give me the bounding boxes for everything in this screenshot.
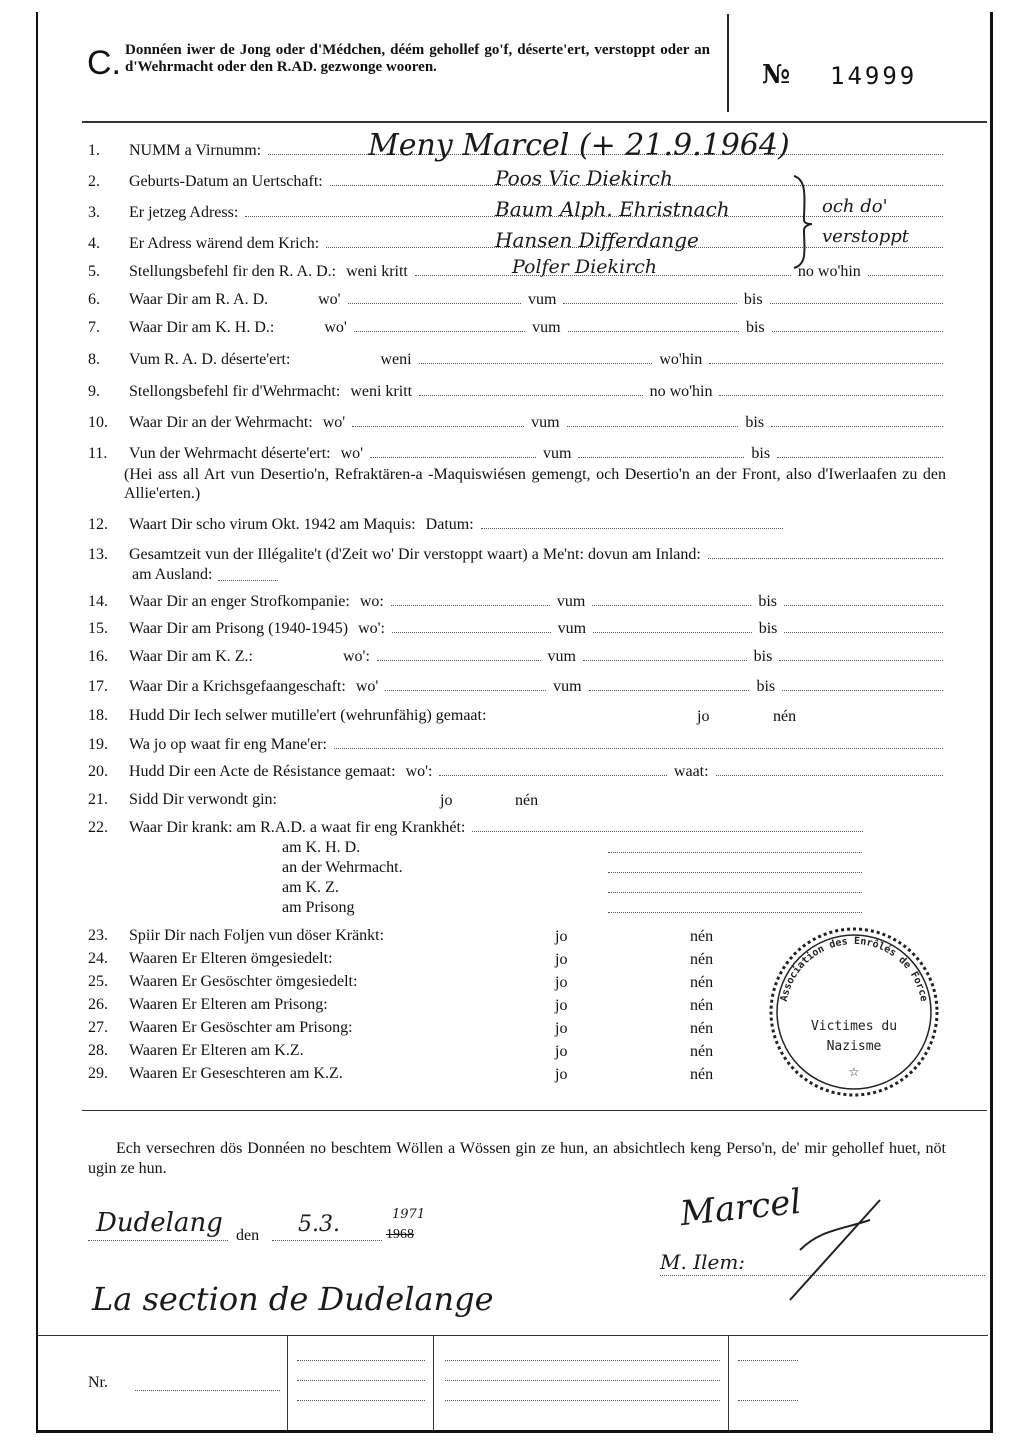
question-label: vum: [556, 593, 586, 610]
question-label: waat:: [673, 763, 709, 780]
question-label: bis: [753, 648, 773, 665]
hw-year: 1971: [392, 1207, 426, 1222]
question-row: [88, 620, 945, 638]
declaration-rule: [82, 1110, 987, 1111]
question-number: 19.: [88, 736, 108, 753]
question-label: no wo'hin: [649, 383, 713, 400]
yes-option[interactable]: jo: [555, 974, 568, 991]
answer-field[interactable]: [716, 763, 943, 776]
question-label: weni: [380, 351, 412, 368]
hw-rad-order: Polfer Diekirch: [512, 256, 658, 278]
question-label: wo': [324, 319, 347, 336]
answer-field[interactable]: [439, 763, 666, 776]
date-field[interactable]: [272, 1240, 382, 1241]
note-question-11: (Hei ass all Art vun Desertio'n, Refraktären-a -Maquiswiésen gemengt, och Desertio'n an der Front, also d'Iwerlaafen zu den Allie'erten.): [124, 466, 946, 502]
question-label: bis: [745, 319, 765, 336]
no-option[interactable]: nén: [515, 792, 539, 809]
question-row: [88, 707, 945, 725]
question-label: no wo'hin: [797, 263, 861, 280]
header-rule: [82, 121, 987, 123]
answer-field[interactable]: [771, 414, 943, 427]
question-label: vum: [557, 620, 587, 637]
question-label: wo': [318, 291, 341, 308]
no-option[interactable]: nén: [690, 1066, 714, 1083]
question-number: 2.: [88, 173, 100, 190]
question-label: Er jetzeg Adress:: [129, 204, 239, 221]
yes-option[interactable]: jo: [555, 1043, 568, 1060]
answer-field[interactable]: [385, 678, 546, 691]
question-number: 10.: [88, 414, 108, 431]
no-option[interactable]: nén: [773, 708, 797, 725]
answer-field[interactable]: [391, 593, 550, 606]
footer-divider: [728, 1335, 729, 1430]
question-row: [88, 819, 945, 837]
question-label: bis: [758, 620, 778, 637]
question-label: vum: [547, 648, 576, 665]
answer-field[interactable]: [777, 445, 943, 458]
answer-field[interactable]: [348, 291, 521, 304]
question-label: wo': [340, 445, 364, 462]
question-number: 15.: [88, 620, 108, 637]
answer-field[interactable]: [708, 546, 943, 559]
hw-birth: Poos Vic Diekirch: [495, 166, 673, 190]
question-label: Sidd Dir verwondt gin:: [129, 791, 277, 808]
question-label: Vum R. A. D. déserte'ert:: [129, 351, 291, 368]
question-label: Waar Dir an enger Strofkompanie:: [129, 593, 350, 610]
question-label: wo':: [343, 648, 370, 665]
question-label: wo:: [359, 593, 384, 610]
question-label: Waar Dir am Prisong (1940-1945): [129, 620, 349, 637]
question-row: [88, 414, 945, 432]
question-label: Hudd Dir een Acte de Résistance gemaat:: [129, 763, 396, 780]
answer-field[interactable]: [419, 351, 653, 364]
question-row: [88, 546, 945, 564]
declaration-text: Ech versechren dös Donnéen no beschtem Wöllen a Wössen gin ze hun, an absichtlech keng Perso'n, de' mir gehollef huet, nöt ugin ze hun.: [88, 1140, 946, 1177]
question-label: Gesamtzeit vun der Illégalite't (d'Zeit wo' Dir verstoppt waart) a Me'nt: dovun am Inland:: [129, 546, 701, 563]
sub-22-label: am K. Z.: [282, 879, 339, 896]
no-option[interactable]: nén: [690, 1020, 714, 1037]
signature-2: M. Ilem:: [660, 1250, 746, 1274]
yes-option[interactable]: jo: [440, 792, 453, 809]
footer-field[interactable]: [297, 1360, 425, 1361]
footer-field[interactable]: [445, 1360, 720, 1361]
hw-place: Dudelang: [96, 1208, 223, 1238]
question-number: 29.: [88, 1065, 108, 1082]
answer-field[interactable]: [772, 319, 943, 332]
question-row: [88, 291, 945, 309]
question-label: Waar Dir am K. H. D.:: [129, 319, 275, 336]
answer-field[interactable]: [593, 620, 752, 633]
no-option[interactable]: nén: [690, 997, 714, 1014]
question-label: vum: [528, 291, 557, 308]
question-number: 1.: [88, 142, 100, 159]
question-label: Waaren Er Elteren am K.Z.: [129, 1042, 304, 1059]
hw-date: 5.3.: [298, 1212, 340, 1237]
question-number: 11.: [88, 445, 108, 462]
section-description: Donnéen iwer de Jong oder d'Médchen, déém gehollef go'f, déserte'ert, verstoppt oder an d'Wehrmacht oder den R.AD. gezwonge wooren.: [125, 42, 710, 75]
question-row: [88, 678, 945, 696]
answer-field[interactable]: [578, 445, 744, 458]
footer-field[interactable]: [297, 1400, 425, 1401]
question-label: wo': [355, 678, 379, 695]
sub-22-label: am K. H. D.: [282, 839, 361, 856]
question-number: 20.: [88, 763, 108, 780]
question-label: Waar Dir krank: am R.A.D. a waat fir eng Krankhét:: [129, 819, 466, 836]
place-field[interactable]: [88, 1240, 228, 1241]
question-row: [88, 736, 945, 754]
question-label: Hudd Dir Iech selwer mutille'ert (wehrunfähig) gemaat:: [129, 707, 487, 724]
question-row: [88, 351, 945, 369]
footer-field[interactable]: [297, 1380, 425, 1381]
signature-stroke: [780, 1190, 890, 1310]
answer-field[interactable]: [868, 263, 943, 276]
answer-field[interactable]: [354, 319, 525, 332]
question-label: Vun der Wehrmacht déserte'ert:: [129, 445, 331, 462]
answer-field[interactable]: [782, 678, 943, 691]
no-option[interactable]: nén: [690, 951, 714, 968]
yes-option[interactable]: jo: [555, 951, 568, 968]
question-number: 22.: [88, 819, 108, 836]
question-row: [88, 516, 945, 534]
yes-option[interactable]: jo: [555, 1020, 568, 1037]
question-number: 4.: [88, 235, 100, 252]
question-label: Datum:: [425, 516, 474, 533]
stamp-line2: Nazisme: [826, 1039, 882, 1054]
question-row: [88, 648, 945, 666]
question-label: Waar Dir a Krichsgefaangeschaft:: [129, 678, 346, 695]
question-number: 3.: [88, 204, 100, 221]
question-label: weni kritt: [350, 383, 413, 400]
sub-22-field[interactable]: [608, 892, 862, 893]
question-label: wo':: [358, 620, 385, 637]
den-label: den: [236, 1227, 260, 1244]
sub-22-field[interactable]: [608, 872, 862, 873]
question-label: Waaren Er Gesöschter am Prisong:: [129, 1019, 353, 1036]
stamp-ring-text: Association des Enrôlés de Force: [778, 935, 930, 1003]
answer-field[interactable]: [472, 819, 863, 832]
sub-22-field[interactable]: [608, 912, 862, 913]
nr-label: Nr.: [88, 1374, 108, 1391]
sub-13-label: am Ausland:: [132, 566, 213, 583]
question-label: Waart Dir scho virum Okt. 1942 am Maquis:: [129, 516, 416, 533]
answer-field[interactable]: [719, 383, 943, 396]
question-number: 27.: [88, 1019, 108, 1036]
question-label: vum: [542, 445, 572, 462]
question-label: Waaren Er Elteren am Prisong:: [129, 996, 328, 1013]
no-option[interactable]: nén: [690, 928, 714, 945]
answer-field[interactable]: [770, 291, 943, 304]
question-label: NUMM a Virnumm:: [129, 142, 262, 159]
question-number: 28.: [88, 1042, 108, 1059]
question-number: 9.: [88, 383, 100, 400]
question-number: 21.: [88, 791, 108, 808]
answer-field[interactable]: [784, 620, 943, 633]
sub-13-field[interactable]: [218, 580, 278, 581]
no-option[interactable]: nén: [690, 1043, 714, 1060]
question-number: 6.: [88, 291, 100, 308]
answer-field[interactable]: [779, 648, 943, 661]
question-label: Waar Dir an der Wehrmacht:: [129, 414, 313, 431]
yes-option[interactable]: jo: [555, 928, 568, 945]
question-row: [88, 445, 945, 463]
answer-field[interactable]: [392, 620, 551, 633]
answer-field[interactable]: [352, 414, 524, 427]
number-sign: №: [762, 60, 791, 90]
footer-field[interactable]: [445, 1400, 720, 1401]
question-label: wo':: [405, 763, 433, 780]
sub-22-field[interactable]: [608, 852, 862, 853]
printed-year: 1968: [386, 1227, 414, 1242]
question-label: weni kritt: [346, 263, 408, 280]
hw-name: Meny Marcel (+ 21.9.1964): [368, 128, 790, 163]
footer-field[interactable]: [738, 1360, 798, 1361]
footer-rule: [38, 1335, 988, 1336]
question-label: wo': [322, 414, 346, 431]
brace-icon: [790, 172, 816, 272]
question-number: 5.: [88, 263, 100, 280]
question-label: Waaren Er Gesöschter ömgesiedelt:: [129, 973, 358, 990]
question-number: 17.: [88, 678, 108, 695]
footer-divider: [287, 1335, 288, 1430]
question-label: Er Adress wärend dem Krich:: [129, 235, 320, 252]
yes-option[interactable]: jo: [555, 997, 568, 1014]
section-letter: C.: [87, 44, 121, 82]
question-number: 13.: [88, 546, 108, 563]
footer-divider: [433, 1335, 434, 1430]
answer-field[interactable]: [567, 414, 739, 427]
question-label: Spiir Dir nach Foljen vun döser Kränkt:: [129, 927, 385, 944]
question-row: [88, 763, 945, 781]
header-divider: [727, 14, 729, 112]
question-number: 7.: [88, 319, 100, 336]
hw-side-note: och do' verstoppt: [822, 196, 910, 247]
answer-field[interactable]: [563, 291, 736, 304]
answer-field[interactable]: [377, 648, 541, 661]
question-number: 12.: [88, 516, 108, 533]
question-label: bis: [758, 593, 777, 610]
answer-field[interactable]: [592, 593, 751, 606]
no-option[interactable]: nén: [690, 974, 714, 991]
question-number: 8.: [88, 351, 100, 368]
question-label: bis: [751, 445, 771, 462]
answer-field[interactable]: [568, 319, 739, 332]
answer-field[interactable]: [589, 678, 750, 691]
question-number: 25.: [88, 973, 108, 990]
association-stamp: [768, 926, 940, 1098]
question-number: 14.: [88, 593, 108, 610]
question-number: 26.: [88, 996, 108, 1013]
hw-address: Baum Alph. Ehristnach: [495, 197, 730, 221]
question-label: bis: [743, 291, 763, 308]
question-label: Wa jo op waat fir eng Mane'er:: [129, 736, 327, 753]
nr-field[interactable]: [135, 1390, 280, 1391]
yes-option[interactable]: jo: [697, 708, 710, 725]
sub-22-label: an der Wehrmacht.: [282, 859, 403, 876]
question-row: [88, 593, 945, 611]
question-number: 24.: [88, 950, 108, 967]
answer-field[interactable]: [419, 383, 643, 396]
answer-field[interactable]: [784, 593, 943, 606]
question-label: vum: [531, 414, 560, 431]
footer-field[interactable]: [738, 1400, 798, 1401]
question-label: Waaren Er Geseschteren am K.Z.: [129, 1065, 343, 1082]
answer-field[interactable]: [334, 736, 943, 749]
question-row: [88, 383, 945, 401]
question-label: Stellungsbefehl fir den R. A. D.:: [129, 263, 337, 280]
question-label: bis: [756, 678, 776, 695]
question-number: 16.: [88, 648, 108, 665]
sub-22-label: am Prisong: [282, 899, 355, 916]
answer-field[interactable]: [709, 351, 943, 364]
question-label: Waar Dir am K. Z.:: [129, 648, 253, 665]
answer-field[interactable]: [583, 648, 747, 661]
answer-field[interactable]: [370, 445, 536, 458]
question-label: Geburts-Datum an Uertschaft:: [129, 173, 323, 190]
question-label: Waar Dir am R. A. D.: [129, 291, 269, 308]
question-label: wo'hin: [659, 351, 703, 368]
question-label: bis: [745, 414, 765, 431]
hw-section: La section de Dudelange: [92, 1280, 494, 1318]
footer-field[interactable]: [445, 1380, 720, 1381]
question-label: Stellongsbefehl fir d'Wehrmacht:: [129, 383, 341, 400]
question-number: 23.: [88, 927, 108, 944]
signature-1: Marcel: [678, 1181, 804, 1235]
question-label: vum: [532, 319, 561, 336]
answer-field[interactable]: [481, 516, 783, 529]
form-number: 14999: [830, 62, 918, 90]
question-row: [88, 319, 945, 337]
question-label: Waaren Er Elteren ömgesiedelt:: [129, 950, 333, 967]
question-label: vum: [553, 678, 582, 695]
hw-war-address: Hansen Differdange: [495, 228, 699, 252]
stamp-line1: Victimes du: [810, 1019, 898, 1034]
yes-option[interactable]: jo: [555, 1066, 568, 1083]
question-number: 18.: [88, 707, 108, 724]
star-icon: ☆: [848, 1065, 860, 1079]
